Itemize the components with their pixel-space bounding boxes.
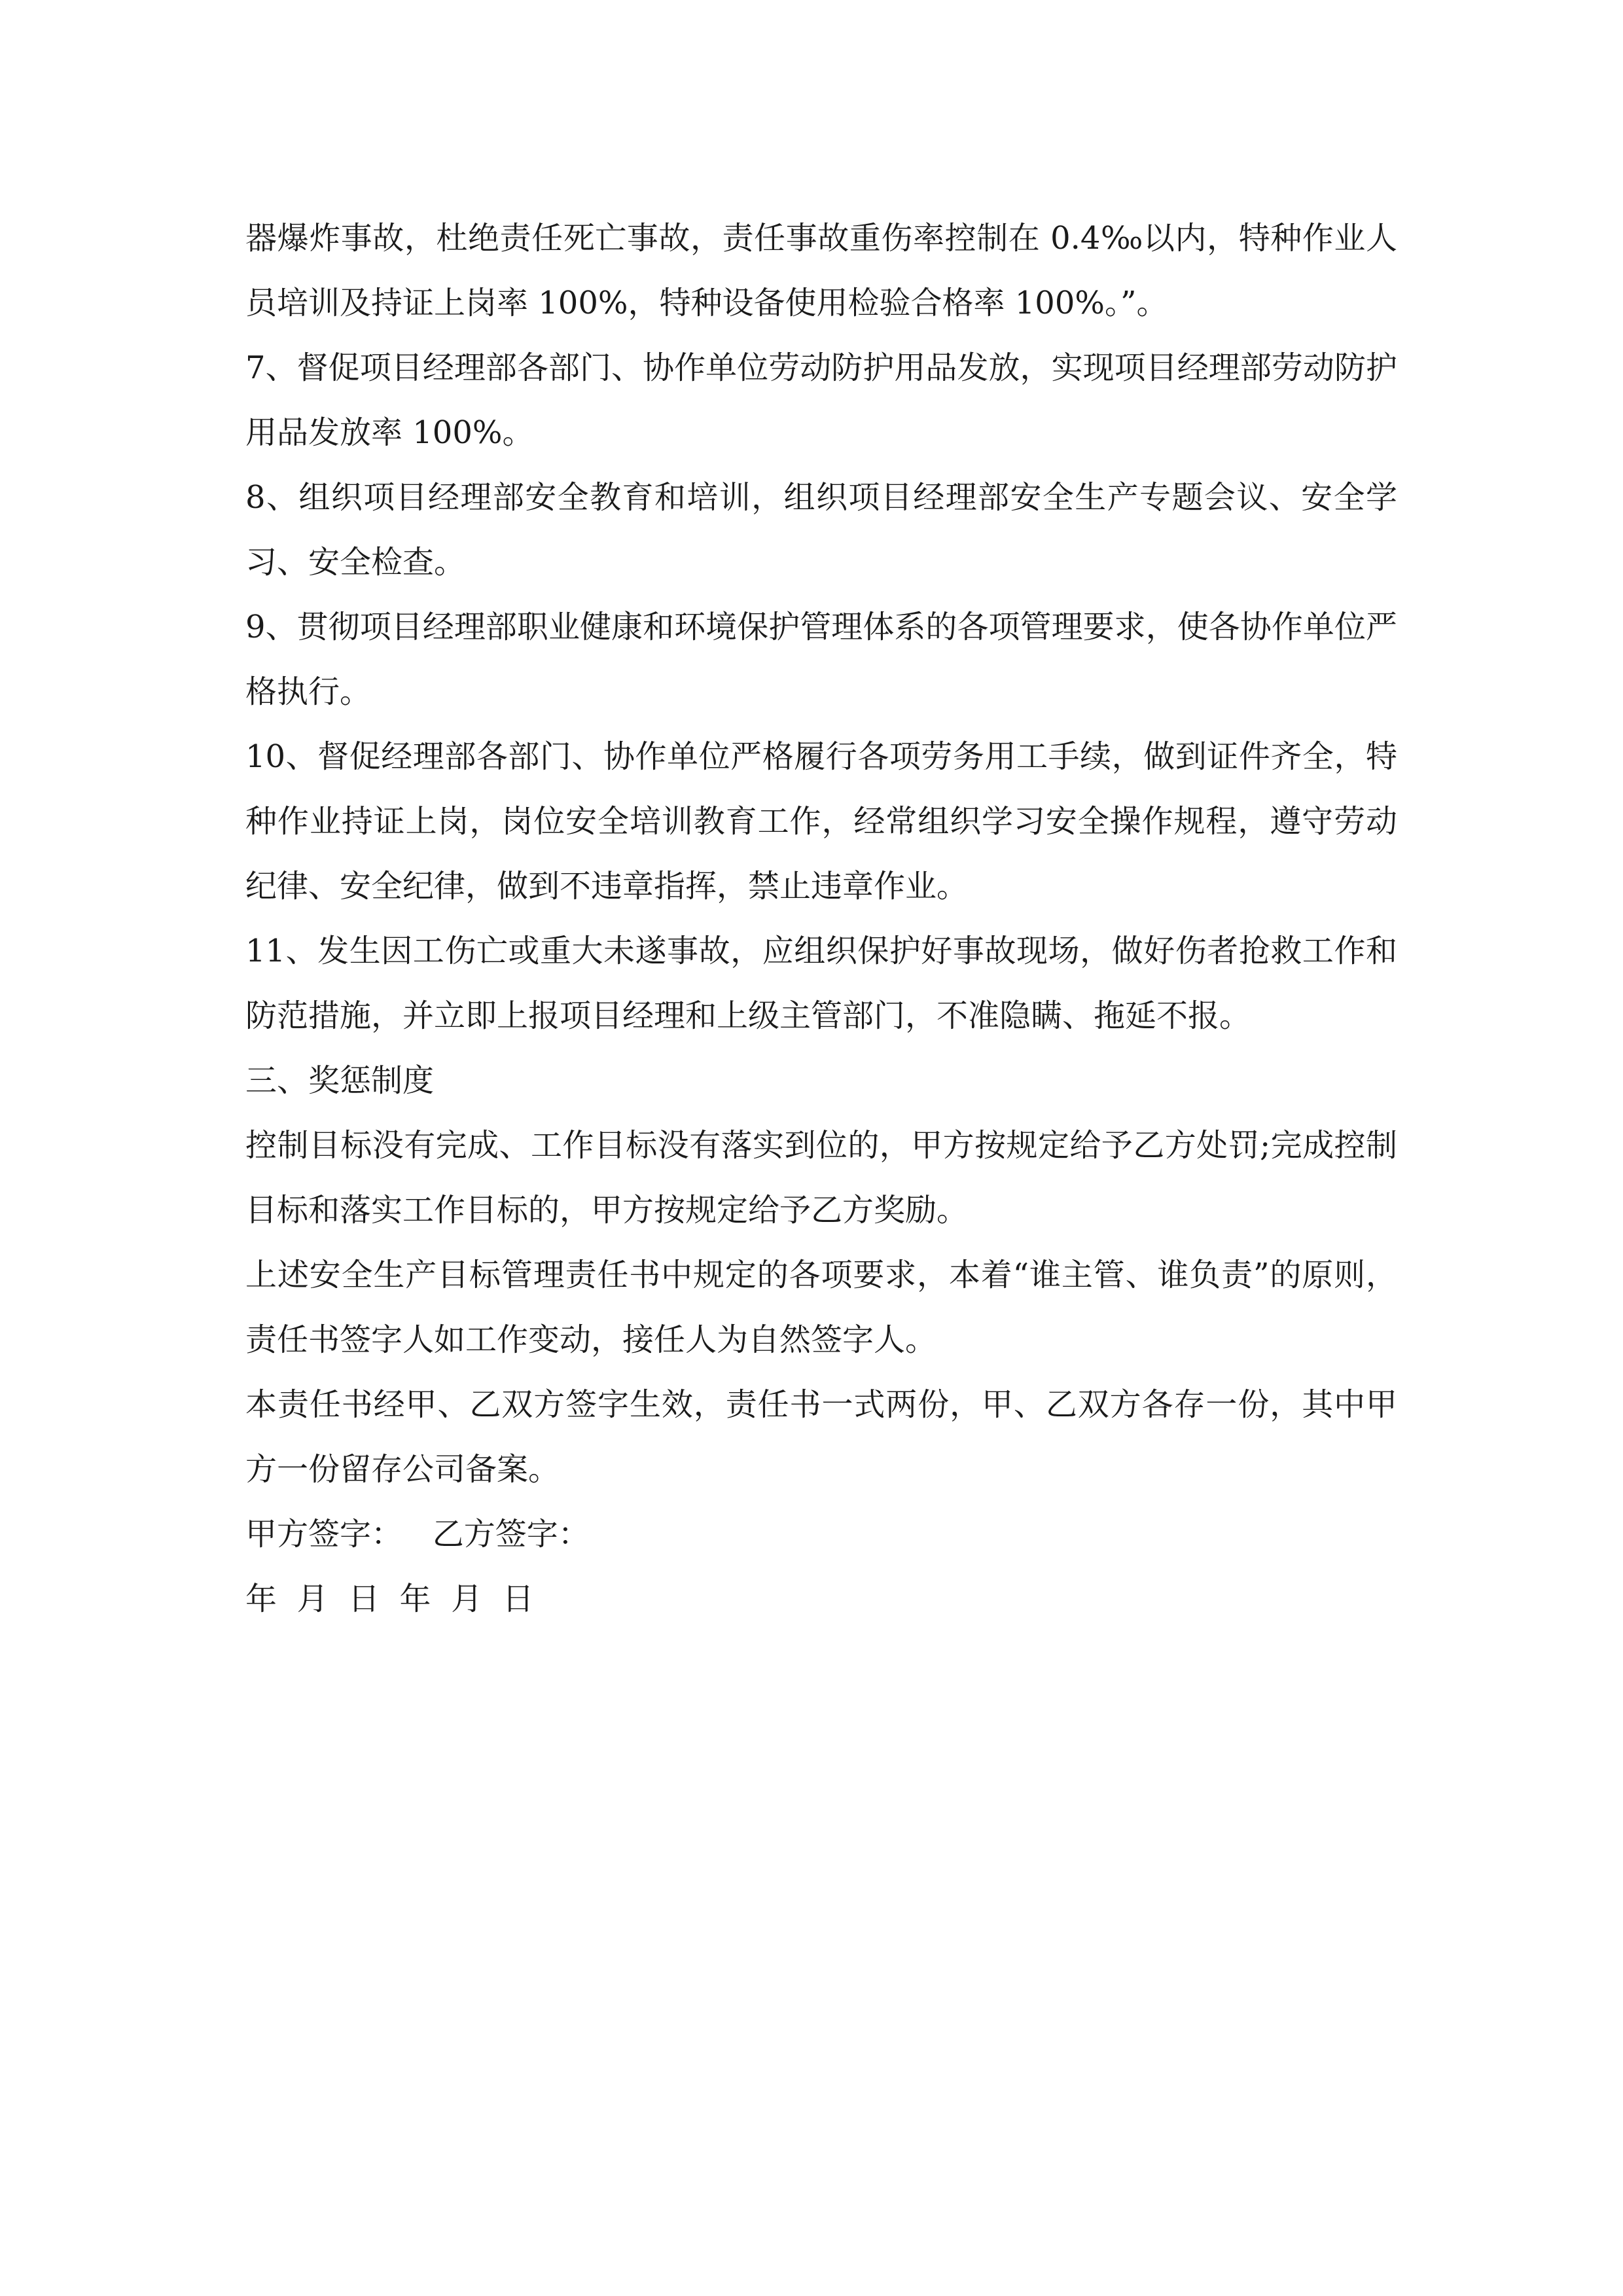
document-body [245, 206, 1397, 1632]
paragraph-responsibility-principle: 上述安全生产目标管理责任书中规定的各项要求，本着“谁主管、谁负责”的原则，责任书签字人如工作变动，接任人为自然签字人。 [245, 1257, 1397, 1358]
paragraph-item-8: 8、组织项目经理部安全教育和培训，组织项目经理部安全生产专题会议、安全学习、安全检查。 [245, 479, 1397, 581]
paragraph-accident-targets: 器爆炸事故，杜绝责任死亡事故，责任事故重伤率控制在 0.4‰以内，特种作业人员培训及持证上岗率 100%，特种设备使用检验合格率 100%。”。 [245, 220, 1397, 321]
paragraph-item-10: 10、督促经理部各部门、协作单位严格履行各项劳务用工手续，做到证件齐全，特种作业持证上岗，岗位安全培训教育工作，经常组织学习安全操作规程，遵守劳动纪律、安全纪律，做到不违章指挥，禁止违章作业。 [245, 738, 1397, 905]
signature-line: 甲方签字： 乙方签字： [245, 1516, 590, 1552]
paragraph-rewards-penalties: 控制目标没有完成、工作目标没有落实到位的，甲方按规定给予乙方处罚;完成控制目标和落实工作目标的，甲方按规定给予乙方奖励。 [245, 1127, 1397, 1229]
paragraph-item-11: 11、发生因工伤亡或重大未遂事故，应组织保护好事故现场，做好伤者抢救工作和防范措施，并立即上报项目经理和上级主管部门，不准隐瞒、拖延不报。 [245, 933, 1397, 1034]
date-line: 年 月 日 年 月 日 [245, 1581, 534, 1617]
paragraph-item-9: 9、贯彻项目经理部职业健康和环境保护管理体系的各项管理要求，使各协作单位严格执行。 [245, 609, 1397, 710]
paragraph-item-7: 7、督促项目经理部各部门、协作单位劳动防护用品发放，实现项目经理部劳动防护用品发放率 100%。 [245, 350, 1397, 451]
section-heading-rewards: 三、奖惩制度 [245, 1062, 435, 1099]
paragraph-effectiveness: 本责任书经甲、乙双方签字生效，责任书一式两份，甲、乙双方各存一份，其中甲方一份留存公司备案。 [245, 1386, 1397, 1488]
